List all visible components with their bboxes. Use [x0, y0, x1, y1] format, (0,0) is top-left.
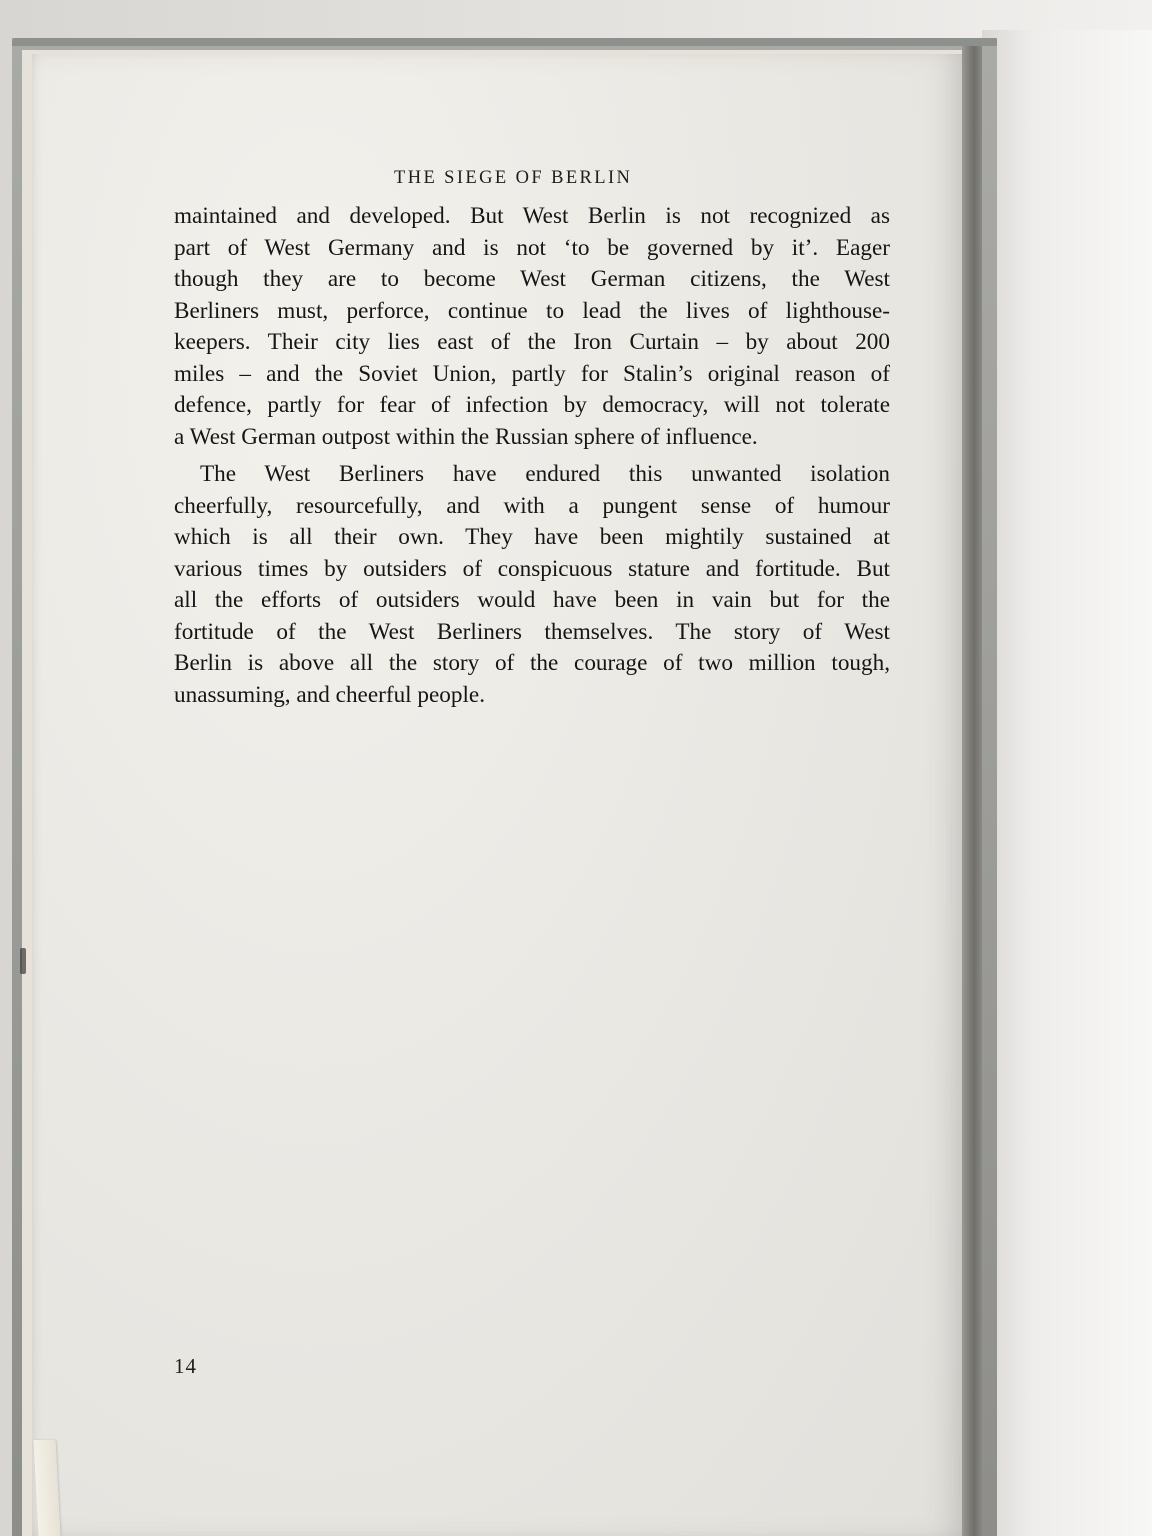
cover-mark [20, 948, 26, 974]
text-line: miles – and the Soviet Union, partly for Stalin’s original reason of [174, 360, 890, 387]
text-line: Berlin is above all the story of the courage of two million tough, [174, 650, 890, 676]
running-header: THE SIEGE OF BERLIN [394, 168, 633, 188]
page-body [174, 201, 890, 717]
text-line: various times by outsiders of conspicuous stature and fortitude. But [174, 555, 890, 582]
cover-edge [12, 38, 997, 46]
text-line: The West Berliners have endured this unwanted isolation [200, 461, 890, 487]
text-line: all the efforts of outsiders would have been in vain but for the [174, 587, 890, 613]
book-spine [962, 46, 982, 1536]
text-line: unassuming, and cheerful people. [174, 681, 486, 708]
text-line: maintained and developed. But West Berlin is not recognized as [174, 203, 890, 229]
text-line: keepers. Their city lies east of the Iron Curtain – by about 200 [174, 329, 890, 355]
text-line: defence, partly for fear of infection by democracy, will not tolerate [174, 392, 890, 418]
paragraph-1 [174, 201, 890, 453]
text-line: fortitude of the West Berliners themselves. The story of West [174, 618, 890, 645]
text-line: part of West Germany and is not ‘to be governed by it’. Eager [174, 234, 890, 261]
text-line: Berliners must, perforce, continue to lead the lives of lighthouse- [174, 297, 890, 324]
text-line: a West German outpost within the Russian sphere of influence. [174, 423, 758, 450]
text-line: cheerfully, resourcefully, and with a pungent sense of humour [174, 492, 890, 519]
facing-page [982, 30, 1152, 1536]
page-number: 14 [174, 1354, 197, 1378]
text-line: which is all their own. They have been mightily sustained at [174, 524, 890, 550]
paragraph-2 [174, 459, 890, 711]
text-line: though they are to become West German citizens, the West [174, 266, 890, 292]
